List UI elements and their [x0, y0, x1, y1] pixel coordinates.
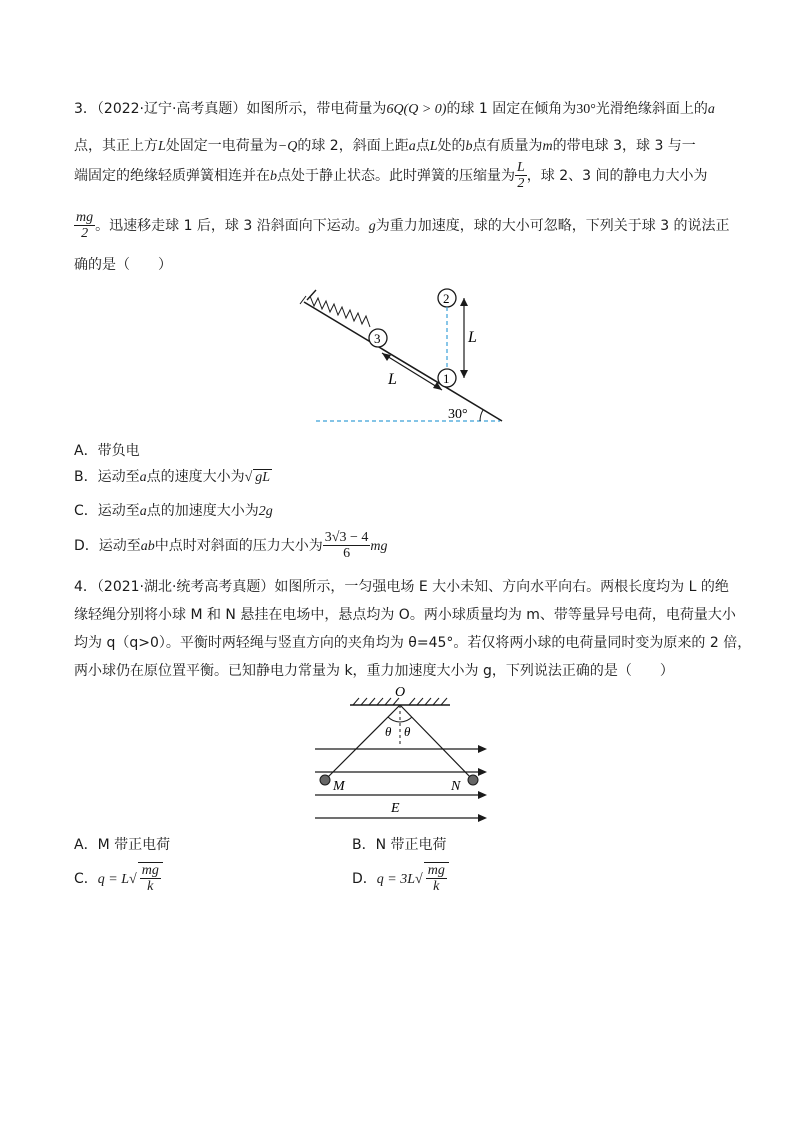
q3-line-3	[74, 160, 708, 192]
q3-ball-3-label: 3	[374, 331, 381, 346]
q3-text: 端固定的绝缘轻质弹簧相连并在	[74, 167, 270, 184]
q4-string-right	[400, 705, 473, 780]
q4-field-arrowheads	[478, 745, 487, 822]
q4-sqrt-c: $\frac{mg}{k}$	[138, 862, 163, 895]
q4-option-d[interactable]: D．q = 3L√ $\frac{mg}{k}$	[352, 862, 449, 895]
q4-sqrt-d: $\frac{mg}{k}$	[424, 862, 449, 895]
q4-label-E: E	[391, 801, 400, 816]
q3-label-L-vertical: L	[468, 329, 477, 346]
q3-frac-d: $\frac{3√3 - 4}{6}$	[324, 530, 369, 562]
q3-text: 点	[415, 138, 430, 154]
q4-theta-right: θ	[404, 724, 411, 739]
q3-label-L-slope: L	[388, 371, 397, 388]
q4-option-c[interactable]: C．q = L√ $\frac{mg}{k}$	[74, 862, 163, 895]
q4-label-O: O	[395, 685, 406, 700]
q3-text: 。迅速移走球 1 后，球 3 沿斜面向下运动。	[95, 217, 369, 234]
q3-text: 点，其正上方	[74, 138, 158, 154]
q3-L: L	[158, 139, 166, 154]
q3-angle-label: 30°	[448, 407, 468, 422]
q3-g: g	[368, 218, 376, 234]
q3-line-1	[74, 98, 715, 118]
q4-figure	[305, 684, 495, 826]
q3-sqrt-gl: gL	[255, 470, 271, 485]
q3-text: 处固定一电荷量为	[165, 138, 278, 154]
q3-text: 点有质量为	[472, 138, 543, 154]
q3-text: 确的是（ ）	[74, 257, 172, 273]
q4-ball-N	[468, 775, 478, 785]
q3-line-5	[74, 254, 172, 274]
q4-label-N: N	[451, 779, 461, 794]
q3-ball-1-label: 1	[443, 371, 450, 386]
q4-theta-left: θ	[385, 724, 392, 739]
q4-line-1: 4．（2021·湖北·统考高考真题）如图所示，一匀强电场 E 大小未知、方向水平向右。两根长度均为 L 的绝	[74, 579, 729, 595]
q3-line-2	[74, 135, 696, 155]
q3-text: ，球 2、3 间的静电力大小为	[526, 167, 708, 184]
q3-neg-q: −Q	[277, 139, 298, 154]
q3-charge-expr: 6Q(Q > 0)	[386, 102, 447, 117]
q4-label-M: M	[333, 779, 345, 794]
q4-option-a[interactable]: A．M 带正电荷	[74, 837, 171, 853]
q3-text: 处的	[437, 138, 466, 154]
q3-option-a[interactable]: A．带负电	[74, 443, 140, 459]
q3-option-d[interactable]: D．运动至ab中点时对斜面的压力大小为 $\frac{3√3 - 4}{6}$ mg	[74, 530, 388, 562]
q4-option-b[interactable]: B．N 带正电荷	[352, 837, 447, 853]
q4-line-4: 两小球仍在原位置平衡。已知静电力常量为 k，重力加速度大小为 g，下列说法正确的是（ ）	[74, 663, 674, 679]
q4-line-3: 均为 q（q>0）。平衡时两轻绳与竖直方向的夹角均为 θ=45°。若仅将两小球的电荷量同时变为原来的 2 倍，	[74, 635, 752, 651]
q3-text: 点处于静止状态。此时弹簧的压缩量为	[277, 167, 515, 184]
q3-angle-arc	[480, 410, 483, 421]
q3-text: 的球 1 固定在倾角为	[446, 101, 577, 117]
q3-line-4	[74, 210, 730, 242]
q3-L: L	[429, 139, 438, 154]
q3-slope	[304, 302, 502, 421]
q3-angle: 30°	[576, 102, 596, 117]
q3-option-b[interactable]: B．运动至a点的速度大小为√ gL	[74, 469, 271, 485]
q3-text: 为重力加速度，球的大小可忽略，下列关于球 3 的说法正	[375, 217, 730, 234]
q3-option-c[interactable]: C．运动至a点的加速度大小为2g	[74, 503, 273, 519]
q3-text: 的球 2，斜面上距	[297, 138, 409, 154]
q3-point-b: b	[270, 168, 277, 184]
q3-text: 的带电球 3，球 3 与一	[552, 138, 696, 154]
q4-line-2: 缘轻绳分别将小球 M 和 N 悬挂在电场中，悬点均为 O。两小球质量均为 m、带等量异号电荷，电荷量大小	[74, 607, 736, 623]
q3-m: m	[542, 139, 553, 154]
q3-text: 光滑绝缘斜面上的	[595, 101, 708, 117]
q3-point-a: a	[408, 139, 416, 154]
q3-frac-L-2: $\frac{L}{2}$	[517, 160, 525, 192]
q3-frac-mg-2: $\frac{mg}{2}$	[76, 210, 94, 242]
q3-figure	[290, 284, 510, 429]
q3-text: 3．（2022·辽宁·高考真题）如图所示，带电荷量为	[74, 101, 387, 117]
q3-point-b: b	[465, 139, 473, 154]
q4-string-left	[325, 705, 400, 780]
q3-point-a: a	[707, 102, 715, 117]
q4-ball-M	[320, 775, 330, 785]
q3-ball-2-label: 2	[443, 291, 450, 306]
